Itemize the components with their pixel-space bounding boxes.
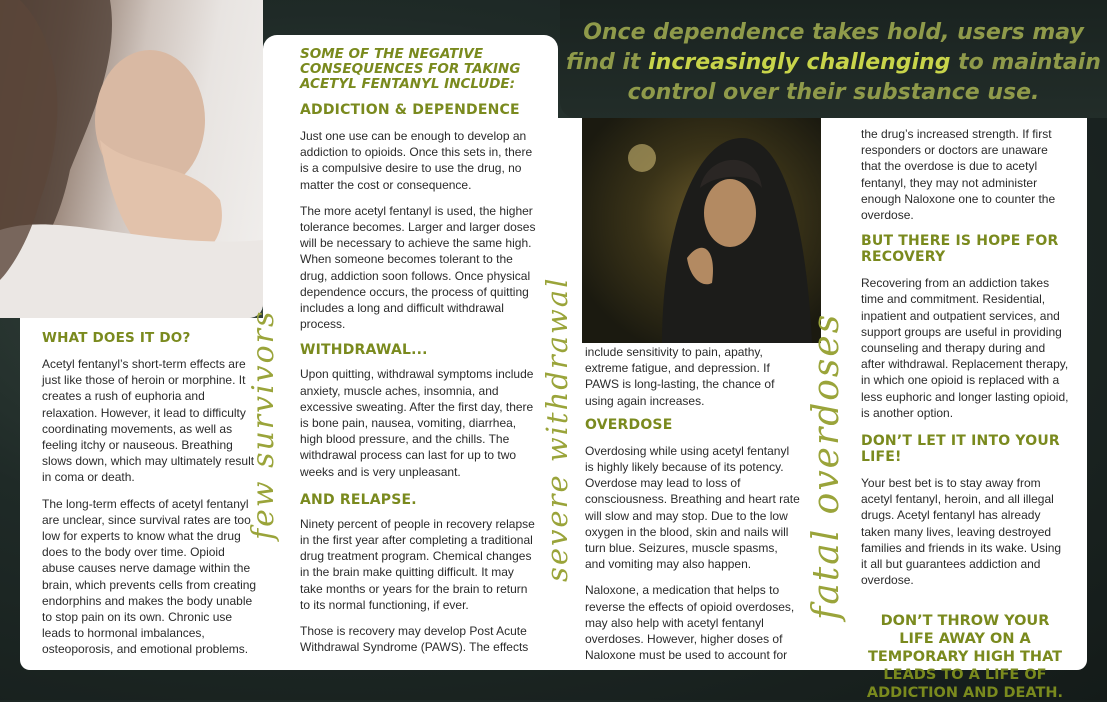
withdrawal-paragraph: Upon quitting, withdrawal symptoms include anxiety, muscle aches, insomnia, and excessive sweating. After the first day, there is bone pain, nausea, vomiting, diarrhea, high blood pressure, and the chills. The withdrawal process can last for up to two weeks and is very unpleasant. xyxy=(300,367,534,479)
headline-text xyxy=(560,18,1107,108)
hope-paragraph: Recovering from an addiction takes time and commitment. Residential, inpatient and outpatient services, and support groups are useful in providing counseling and therapy during and after withdrawal. Replacement therapy, in which one opioid is replaced with a less euphoric and longer lasting opioid, is another option. xyxy=(861,276,1069,420)
headline-before: Once dependence takes hold, users may find it xyxy=(566,20,1084,75)
overdose-paragraph-2: Naloxone, a medication that helps to reverse the effects of opioid overdoses, may also help with acetyl fentanyl overdoses. However, higher doses of Naloxone must be used to account for xyxy=(585,583,795,663)
column-hope xyxy=(821,118,1087,702)
column-consequences xyxy=(263,35,558,670)
paws-paragraph: include sensitivity to pain, apathy, extreme fatigue, and depression. If PAWS is long-lasting, the chance of using again increases. xyxy=(585,345,775,408)
script-fatal-overdoses: fatal overdoses xyxy=(806,312,847,620)
naloxone-continued-paragraph: the drug’s increased strength. If first responders or doctors are unaware that the overdose is due to acetyl fentanyl, they may not administer enough Naloxone one to counter the overdose. xyxy=(861,127,1056,223)
addiction-heading: ADDICTION & DEPENDENCE xyxy=(300,102,520,118)
relapse-heading: AND RELAPSE. xyxy=(300,491,417,508)
overdose-paragraph-1: Overdosing while using acetyl fentanyl is highly likely because of its potency. Overdose may lead to loss of consciousness. Breathing and heart rate will slow and may stop. Due to the low oxygen in the blood, skin and nails will turn blue. Seizures, muscle spasms, and vomiting may also happen. xyxy=(585,443,800,572)
column-what-does-it-do xyxy=(20,318,278,670)
dont-heading: DON’T LET IT INTO YOUR LIFE! xyxy=(861,433,1060,466)
man-hooded-photo xyxy=(582,118,821,343)
what-paragraph-1: Acetyl fentanyl’s short-term effects are just like those of heroin or morphine. It creates a rush of euphoria and relaxation. However, it lead to difficulty coordinating movements, as well as feeling itchy or nauseous. Breathing slows down, which may ultimately result in coma or death. xyxy=(42,357,255,485)
headline-banner xyxy=(560,0,1107,118)
relapse-paragraph-1: Ninety percent of people in recovery relapse in the first year after completing a traditional drug treatment program. Chemical changes in the brain make quitting difficult. It may take months or years for the brain to return to its normal functioning, if ever. xyxy=(300,516,535,612)
addiction-paragraph-1: Just one use can be enough to develop an addiction to opioids. Once this sets in, there is a compulsive desire to use the drug, no matter the cost or consequence. xyxy=(300,129,533,192)
script-few-survivors: few survivors xyxy=(246,309,281,540)
what-paragraph-2: The long-term effects of acetyl fentanyl are unclear, since survival rates are too low for experts to know what the drug does to the body over time. Opioid abuse causes nerve damage within the brain, which prevents cells from creating endorphins and makes the body unable to stop pain on its own. Chronic use leads to hormonal imbalances, osteoporosis, and emotional problems. xyxy=(42,496,257,657)
script-severe-withdrawal: severe withdrawal xyxy=(540,276,574,582)
overdose-heading: OVERDOSE xyxy=(585,416,673,433)
man-silhouette-icon xyxy=(582,118,821,343)
relapse-paragraph-2: Those is recovery may develop Post Acute Withdrawal Syndrome (PAWS). The effects xyxy=(300,624,529,655)
headline-after: to maintain control over their substance use. xyxy=(627,50,1101,105)
dont-paragraph: Your best bet is to stay away from acetyl fentanyl, heroin, and all illegal drugs. Acetyl fentanyl has already taken many lives, leaving destroyed families and friends in its wake. Using it all but guarantees addiction and overdose. xyxy=(861,476,1062,588)
closing-callout: DON’T THROW YOUR LIFE AWAY ON A TEMPORARY HIGH THAT LEADS TO A LIFE OF ADDICTION AND DEATH. xyxy=(866,613,1064,702)
addiction-paragraph-2: The more acetyl fentanyl is used, the higher tolerance becomes. Larger and larger doses will be necessary to achieve the same high. When someone becomes tolerant to the drug, addiction soon follows. Once physical dependence occurs, the process of quitting includes a long and difficult withdrawal process. xyxy=(300,203,536,332)
headline-emphasis: increasingly challenging xyxy=(648,50,951,75)
hope-heading: BUT THERE IS HOPE FOR RECOVERY xyxy=(861,233,1059,266)
woman-distressed-photo xyxy=(0,0,263,318)
consequences-intro: SOME OF THE NEGATIVE CONSEQUENCES FOR TAKING ACETYL FENTANYL INCLUDE: xyxy=(300,46,521,92)
woman-silhouette-icon xyxy=(0,0,263,318)
what-heading: WHAT DOES IT DO? xyxy=(42,330,191,346)
withdrawal-heading: WITHDRAWAL... xyxy=(300,342,428,359)
